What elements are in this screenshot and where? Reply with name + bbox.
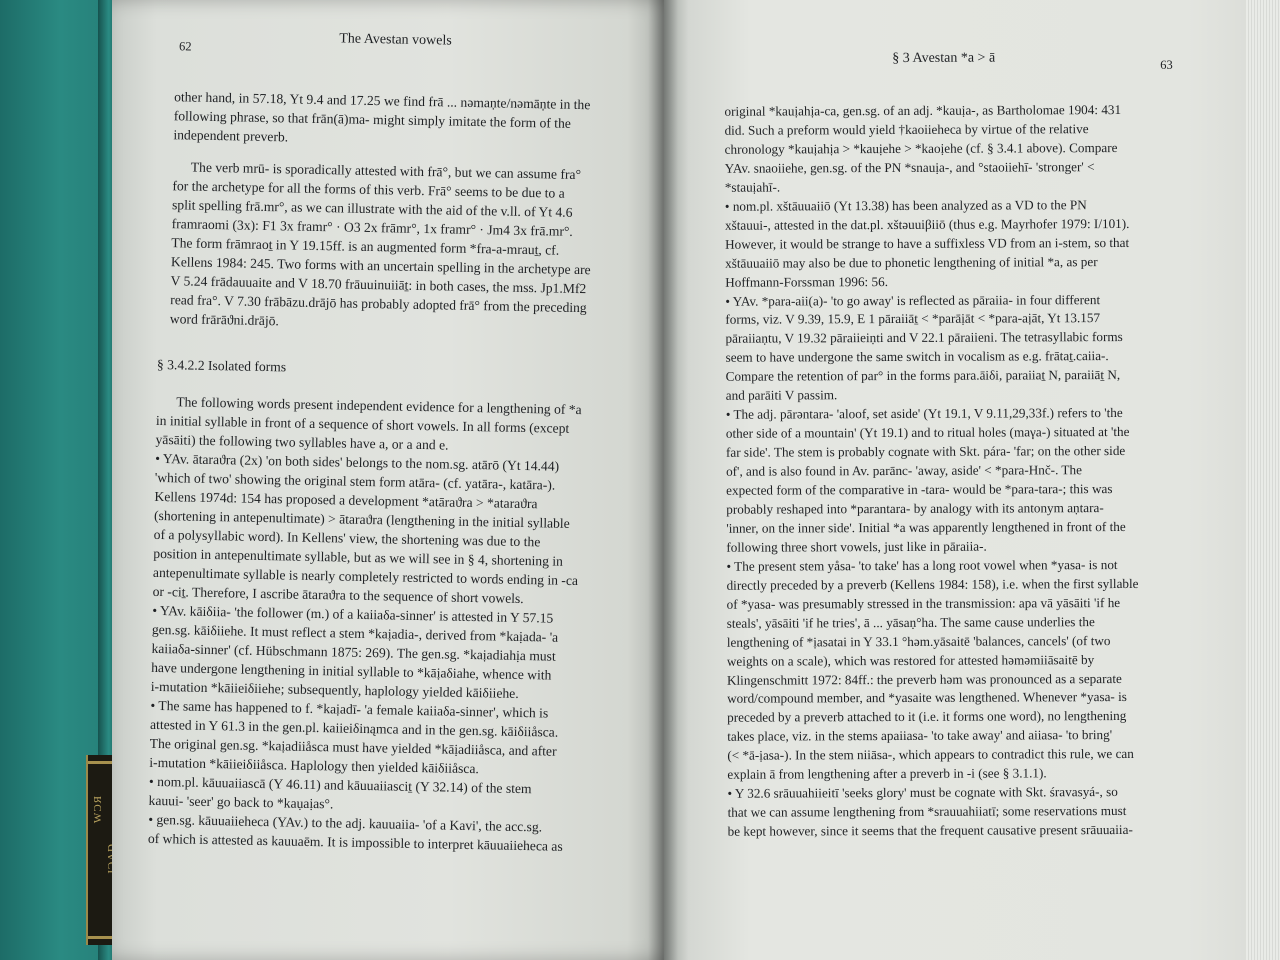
page-stack-edge — [1246, 0, 1280, 960]
text-line: V 5.24 frādauuaite and V 18.70 frāuuinuiiāṯ: in both cases, the mss. Jp1.Mf2 — [170, 273, 587, 297]
text-line: or -ciṯ. Therefore, I ascribe ātaraϑra to the sequence of short vowels. — [152, 583, 524, 607]
text-line: i-mutation *kāiieiδiiehe; subsequently, haplology yielded kāiδiiehe. — [150, 678, 519, 701]
text-line: (< *ā-ịasa-). In the stem niiāsa-, which appears to contradict this rule, we can — [727, 745, 1134, 763]
text-line: expected form of the comparative in -tara- would be *para-tara-; this was — [726, 481, 1113, 498]
text-line: framraomi (3x): F1 3x framr° · O3 2x frāmr°, 1x framr° · Jm4 3x frā.mr°. — [171, 216, 573, 239]
text-line: • YAv. kāiδiia- 'the follower (m.) of a kaiiaδa-sinner' is attested in Y 57.15 — [152, 602, 554, 626]
text-line: • nom.pl. kāuuaiiascā (Y 46.11) and kāuuaiiasciṯ (Y 32.14) of the stem — [148, 773, 532, 797]
text-line: of which is attested as kauuaēm. It is impossible to interpret kāuuaiieheca as — [147, 830, 563, 854]
running-head: The Avestan vowels — [339, 31, 452, 49]
text-line: *stauịahī-. — [724, 179, 781, 195]
page-gutter — [648, 0, 678, 960]
text-line: kauui- 'seer' go back to *kaụaịas°. — [148, 792, 334, 812]
text-line: takes place, viz. in the stems apaiiasa- 'to take away' and aiiasa- 'to bring' — [727, 727, 1113, 744]
text-line: chronology *kauịahịa > *kauịehe > *kaoịehe (cf. § 3.4.1 above). Compare — [724, 140, 1118, 157]
left-page — [112, 0, 672, 960]
text-line: steals', yāsāiti 'if he tries', ā ... yāsaṇ°ha. The same cause underlies the — [726, 614, 1095, 631]
text-line: and parāiti V passim. — [725, 387, 838, 403]
text-line: far side'. The stem is probably cognate with Skt. pára- 'far; on the other side — [725, 442, 1126, 460]
text-line: Kellens 1984: 245. Two forms with an uncertain spelling in the archetype are — [170, 254, 591, 278]
text-line: of', and is also found in Av. parānc- 'away, aside' < *para-Hnč-. The — [726, 462, 1082, 479]
text-line: Hoffmann-Forssman 1996: 56. — [725, 274, 889, 290]
text-line: The verb mrū- is sporadically attested with frā°, but we can assume fra° — [190, 159, 582, 183]
text-line: 'which of two' showing the original stem form atāra- (cf. yatāra-, katāra-). — [154, 469, 556, 493]
text-line: other hand, in 57.18, Yt 9.4 and 17.25 we find frā ... nəmaṇte/nəmāṇte in the — [174, 89, 591, 113]
text-line: YAv. snaoiiehe, gen.sg. of the PN *snauịa-, and °staoiiehī- 'stronger' < — [724, 159, 1095, 176]
text-line: of a polysyllabic word). In Kellens' view, the shortening was due to the — [153, 526, 541, 550]
text-line: preceded by a preverb attached to it (i.e. it forms one word), no lengthening — [727, 707, 1127, 725]
page-number: 63 — [1160, 57, 1173, 72]
text-line: The original gen.sg. *kaịadiiåsca must have yielded *kāịadiiåsca, and after — [149, 735, 557, 759]
text-line: lengthening of *ịasatai in Y 33.1 °həm.yāsaitē 'balances, cancels' (of two — [726, 633, 1111, 650]
right-page — [664, 0, 1280, 960]
section-heading: § 3.4.2.2 Isolated forms — [156, 356, 287, 375]
text-line: Kellens 1974d: 154 has proposed a development *atāraϑra > *ataraϑra — [154, 488, 538, 512]
text-line: • nom.pl. xštāuuaiiō (Yt 13.38) has been analyzed as a VD to the PN — [724, 197, 1087, 214]
text-line: Compare the retention of par° in the forms para.āiδi, paraiiaṯ N, paraiiāṯ N, — [725, 367, 1121, 384]
running-head: § 3 Avestan *a > ā — [892, 50, 996, 67]
text-line: position in antepenultimate syllable, but as we will see in § 4, shortening in — [153, 545, 564, 569]
text-line: read fra°. V 7.30 frābāzu.drājō has probably adopted frā° from the preceding — [170, 292, 587, 316]
text-line: gen.sg. kāiδiiehe. It must reflect a stem *kaịadia-, derived from *kaịada- 'a — [151, 621, 559, 645]
text-line: • YAv. ātaraϑra (2x) 'on both sides' belongs to the nom.sg. atārō (Yt 14.44) — [155, 450, 560, 474]
text-line: seem to have undergone the same switch in vocalism as e.g. frātaṯ.caiia-. — [725, 348, 1109, 365]
text-line: independent preverb. — [173, 127, 289, 145]
text-line: • YAv. *para-aii(a)- 'to go away' is reflected as pāraiia- in four different — [725, 292, 1101, 309]
text-line: • gen.sg. kāuuaiieheca (YAv.) to the adj. kauuaiia- 'of a Kavi', the acc.sg. — [148, 811, 543, 835]
text-line: attested in Y 61.3 in the gen.pl. kaiieiδinąmca and in the gen.sg. kāiδiiåsca. — [149, 716, 559, 740]
text-line: xštauui-, attested in the dat.pl. xštəuuiβiiō (thus e.g. Mayrhofer 1979: I/101). — [724, 215, 1130, 233]
text-line: pāraiiaṇtu, V 19.32 pāraiieiṇti and V 22.1 pāraiieni. The tetrasyllabic forms — [725, 329, 1123, 346]
text-line: i-mutation *kāiieiδiiåsca. Haplology then yielded kāiδiiåsca. — [149, 754, 479, 777]
text-line: following phrase, so that frān(ā)ma- might simply imitate the form of the — [173, 108, 572, 131]
text-line: explain ā from lengthening after a preverb in -i (see § 3.1.1). — [727, 765, 1047, 782]
text-line: (shortening in antepenultimate) > ātaraϑra (lengthening in the initial syllable — [153, 507, 570, 531]
text-line: • Y 32.6 srāuuahiieitī 'seeks glory' must be cognate with Skt. śravasyá-, so — [727, 784, 1118, 801]
text-line: that we can assume lengthening from *srauuahiiatī; some reservations must — [727, 802, 1127, 820]
text-line: xštāuuaiiō may also be due to phonetic lengthening of initial *a, as per — [725, 254, 1098, 271]
text-line: kaiiaδa-sinner' (cf. Hübschmann 1875: 269). The gen.sg. *kaịadiahịa must — [151, 640, 556, 664]
text-line: split spelling frā.mr°, as we can illustrate with the aid of the v.ll. of Yt 4.6 — [171, 197, 573, 220]
text-line: yāsāiti) the following two syllables have a, or a and e. — [155, 431, 449, 453]
text-line: Klingenschmitt 1972: 84ff.: the preverb həm was pronounced as a separate — [726, 671, 1122, 688]
text-line: in initial syllable in front of a sequence of short vowels. In all forms (except — [155, 412, 570, 436]
text-line: other side of a mountain' (Yt 19.1) and to ritual holes (maγa-) situated at 'the — [725, 423, 1130, 441]
text-line: weights on a scale), which was restored for attested həmәmiiāsaitē by — [726, 652, 1095, 669]
text-line: word/compound member, and *yasaite was lengthened. Whenever *yasa- is — [727, 688, 1127, 706]
text-line: • The present stem yåsa- 'to take' has a long root vowel when *yasa- is not — [726, 557, 1118, 574]
text-line: 'inner, on the inner side'. Initial *a was apparently lengthened in front of the — [726, 518, 1126, 536]
text-line: of *yasa- was presumably stressed in the transmission: apa vā yāsāiti 'if he — [726, 595, 1121, 612]
text-line: word frārāϑni.drājō. — [169, 311, 280, 329]
text-line: forms, viz. V 9.39, 15.9, E 1 pāraiiāṯ < *parāịāt < *para-aịāt, Yt 13.157 — [725, 310, 1101, 327]
text-line: antepenultimate syllable is nearly completely restricted to words ending in -ca — [152, 564, 579, 589]
text-line: did. Such a preform would yield †kaoiieheca by virtue of the relative — [724, 121, 1089, 138]
spine-letters: WƆЯ — [92, 795, 104, 824]
page-number: 62 — [178, 39, 192, 54]
text-line: • The adj. pārəntara- 'aloof, set aside' (Yt 19.1, V 9.11,29,33f.) refers to 'the — [725, 405, 1123, 422]
text-line: original *kauịahịa-ca, gen.sg. of an adj. *kauịa-, as Bartholomae 1904: 431 — [724, 102, 1122, 119]
text-line: following three short vowels, just like in pāraiia-. — [726, 538, 987, 555]
text-line: The form frāmraoṯ in Y 19.15ff. is an augmented form *fra-a-mrauṯ, cf. — [171, 235, 560, 258]
text-line: probably reshaped into *parantara- by analogy with its antonym aṇtara- — [726, 500, 1104, 517]
text-line: have undergone lengthening in initial syllable to *kāịaδiahe, whence with — [151, 659, 552, 683]
text-line: for the archetype for all the forms of this verb. Frā° seems to be due to a — [172, 178, 565, 201]
text-line: The following words present independent evidence for a lengthening of *a — [176, 394, 582, 418]
text-line: • The same has happened to f. *kaịadī- 'a female kaiiaδa-sinner', which is — [150, 697, 549, 721]
text-line: directly preceded by a preverb (Kellens 1984: 158), i.e. when the first syllable — [726, 575, 1139, 593]
text-line: be kept however, since it seems that the frequent causative present srāuuaiia- — [727, 821, 1133, 839]
text-line: However, it would be strange to have a suffixless VD from an i-stem, so that — [725, 234, 1130, 252]
